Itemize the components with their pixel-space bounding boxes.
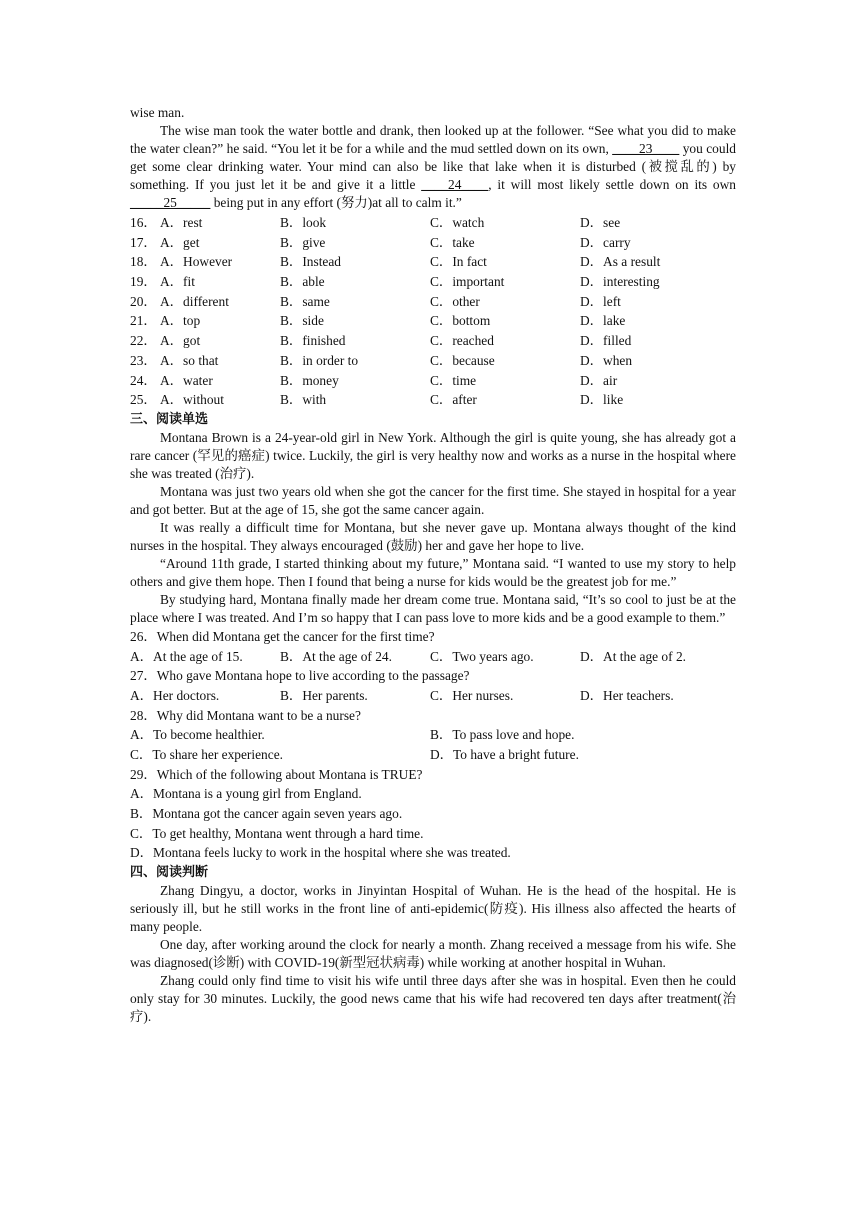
question-26-options (130, 647, 736, 667)
question-number: 25． (130, 392, 157, 408)
cloze-options (130, 213, 736, 410)
option-b: B．Her parents. (280, 687, 368, 703)
option-b: B．Instead (280, 254, 341, 270)
option-row-21 (130, 311, 736, 331)
option-row-25 (130, 390, 736, 410)
option-c: C．Two years ago. (430, 648, 534, 664)
passage-paragraph: Zhang Dingyu, a doctor, works in Jinyintan Hospital of Wuhan. He is the head of the hospital. He is seriously ill, but he still works in the front line of anti-epidemic(防疫). His illness also affected the hearts of many people. (130, 883, 736, 935)
option-d: D．lake (580, 313, 626, 329)
option-a: A．fit (160, 274, 195, 290)
option-a: A．got (160, 333, 201, 349)
option-row-18 (130, 252, 736, 272)
question-27: 27．Who gave Montana hope to live according to the passage? (130, 668, 470, 684)
option-c: C．reached (430, 333, 494, 349)
option-d: D．like (580, 392, 624, 408)
option-b: B．in order to (280, 352, 359, 368)
option-b: B．with (280, 392, 327, 408)
question-number: 22． (130, 333, 157, 349)
option-row-17 (130, 233, 736, 253)
option-a: A．get (160, 234, 200, 250)
option-d: D．see (580, 215, 621, 230)
option-c: C．In fact (430, 254, 487, 270)
option-a: A．top (160, 313, 201, 329)
passage-paragraph: “Around 11th grade, I started thinking about my future,” Montana said. “I wanted to use my story to help others and give them hope. Then I found that being a nurse for kids would be the greatest job for me.” (130, 555, 736, 589)
option-row-20 (130, 292, 736, 312)
option-d: D．At the age of 2. (580, 648, 686, 664)
option-d: D．carry (580, 234, 631, 250)
option-row-19 (130, 272, 736, 292)
option-b: B．able (280, 274, 325, 290)
option-row-22 (130, 331, 736, 351)
option-c: C．To share her experience. (130, 747, 283, 762)
option-c: C．watch (430, 215, 485, 230)
option-b: B．Montana got the cancer again seven years ago. (130, 806, 403, 822)
option-d: D．left (580, 293, 621, 309)
option-a: A．At the age of 15. (130, 648, 243, 664)
option-d: D．To have a bright future. (430, 747, 579, 762)
question-28: 28．Why did Montana want to be a nurse? (130, 707, 361, 723)
intro-tail: wise man. (130, 105, 185, 120)
section-heading-reading-judgment: 四、阅读判断 (130, 865, 209, 881)
document-page (130, 104, 736, 1026)
passage-paragraph: Montana was just two years old when she got the cancer for the first time. She stayed in hospital for a year and got better. But at the age of 15, she got the same cancer again. (130, 483, 736, 517)
question-26: 26．When did Montana get the cancer for the first time? (130, 628, 435, 644)
option-c: C．bottom (430, 313, 491, 329)
option-b: B．same (280, 293, 330, 309)
option-c: C．To get healthy, Montana went through a hard time. (130, 825, 424, 841)
option-c: C．because (430, 352, 495, 368)
question-29: 29．Which of the following about Montana is TRUE? (130, 766, 423, 782)
passage-paragraph: It was really a difficult time for Montana, but she never gave up. Montana always thought of the kind nurses in the hospital. They always encouraged (鼓励) her and gave her hope to live. (130, 519, 736, 553)
question-number: 16． (130, 215, 157, 230)
option-a: A．Montana is a young girl from England. (130, 786, 362, 802)
passage-paragraph: Zhang could only find time to visit his wife until three days after she was in hospital. Even then he could only stay for 30 minutes. Luckily, the good news came that his wife had recovered ten days after treatment(治疗). (130, 973, 736, 1025)
option-b: B．give (280, 234, 326, 250)
option-b: B．finished (280, 333, 346, 349)
option-c: C．Her nurses. (430, 687, 514, 703)
question-number: 21． (130, 313, 157, 329)
blank-25: _____25_____ (130, 195, 211, 210)
option-d: D．filled (580, 333, 632, 349)
text-segment: , it will most likely settle down on its own (488, 177, 736, 192)
option-a: A．different (160, 293, 229, 309)
option-d: D．As a result (580, 254, 661, 270)
option-c: C．take (430, 234, 475, 250)
option-d: D．Her teachers. (580, 687, 674, 703)
option-c: C．after (430, 392, 477, 408)
option-d: D．air (580, 372, 618, 388)
option-a: A．so that (160, 352, 219, 368)
text-segment: The wise man took the water bottle and drank, then looked up at the follower. “See what you did to make the water clean?” he said. “You let it be for a while and the mud settled down on its own, (130, 123, 736, 156)
section-heading-reading-choice: 三、阅读单选 (130, 411, 209, 427)
question-number: 17． (130, 234, 157, 250)
option-a: A．water (160, 372, 213, 388)
option-c: C．important (430, 274, 505, 290)
question-number: 18． (130, 254, 157, 270)
question-number: 23． (130, 352, 157, 368)
option-b: B．At the age of 24. (280, 648, 392, 664)
question-28-options-cd (130, 745, 736, 765)
blank-23: ____23____ (612, 141, 680, 156)
question-number: 19． (130, 274, 157, 290)
option-b: B．money (280, 372, 339, 388)
option-row-24 (130, 371, 736, 391)
paragraph-wise-man (130, 122, 736, 212)
question-number: 20． (130, 293, 157, 309)
passage-paragraph: By studying hard, Montana finally made her dream come true. Montana said, “It’s so cool to just be at the place where I was treated. And I’m so happy that I can pass love to more kids and be a good example to them.” (130, 591, 736, 625)
option-d: D．interesting (580, 274, 660, 290)
option-c: C．other (430, 293, 480, 309)
blank-24: ____24____ (421, 177, 489, 192)
option-a: A．However (160, 254, 233, 270)
question-27-options (130, 686, 736, 706)
option-b: B．side (280, 313, 324, 329)
option-c: C．time (430, 372, 477, 388)
question-number: 24． (130, 372, 157, 388)
option-a: A．To become healthier. (130, 727, 265, 743)
passage-paragraph: Montana Brown is a 24-year-old girl in New York. Although the girl is quite young, she has already got a rare cancer (罕见的癌症) twice. Luckily, the girl is very healthy now and works as a nurse in the hospital where she was treated (治疗). (130, 429, 736, 481)
option-a: A．without (160, 392, 224, 408)
option-a: A．Her doctors. (130, 687, 220, 703)
option-b: B．To pass love and hope. (430, 727, 575, 743)
option-a: A．rest (160, 215, 203, 230)
passage-paragraph: One day, after working around the clock for nearly a month. Zhang received a message from his wife. She was diagnosed(诊断) with COVID-19(新型冠状病毒) while working at another hospital in Wuhan. (130, 937, 736, 971)
option-b: B．look (280, 215, 327, 230)
text-segment: being put in any effort (努力)at all to calm it.” (210, 195, 462, 210)
question-28-options-ab (130, 725, 736, 745)
text-segment: you could get some clear drinking water. Your mind can also be like that lake when it is disturbed (被搅乱的) by something. If you just let it be and give it a little (130, 141, 736, 192)
option-row-16 (130, 213, 736, 233)
option-d: D．Montana feels lucky to work in the hospital where she was treated. (130, 845, 511, 861)
option-d: D．when (580, 352, 633, 368)
option-row-23 (130, 351, 736, 371)
